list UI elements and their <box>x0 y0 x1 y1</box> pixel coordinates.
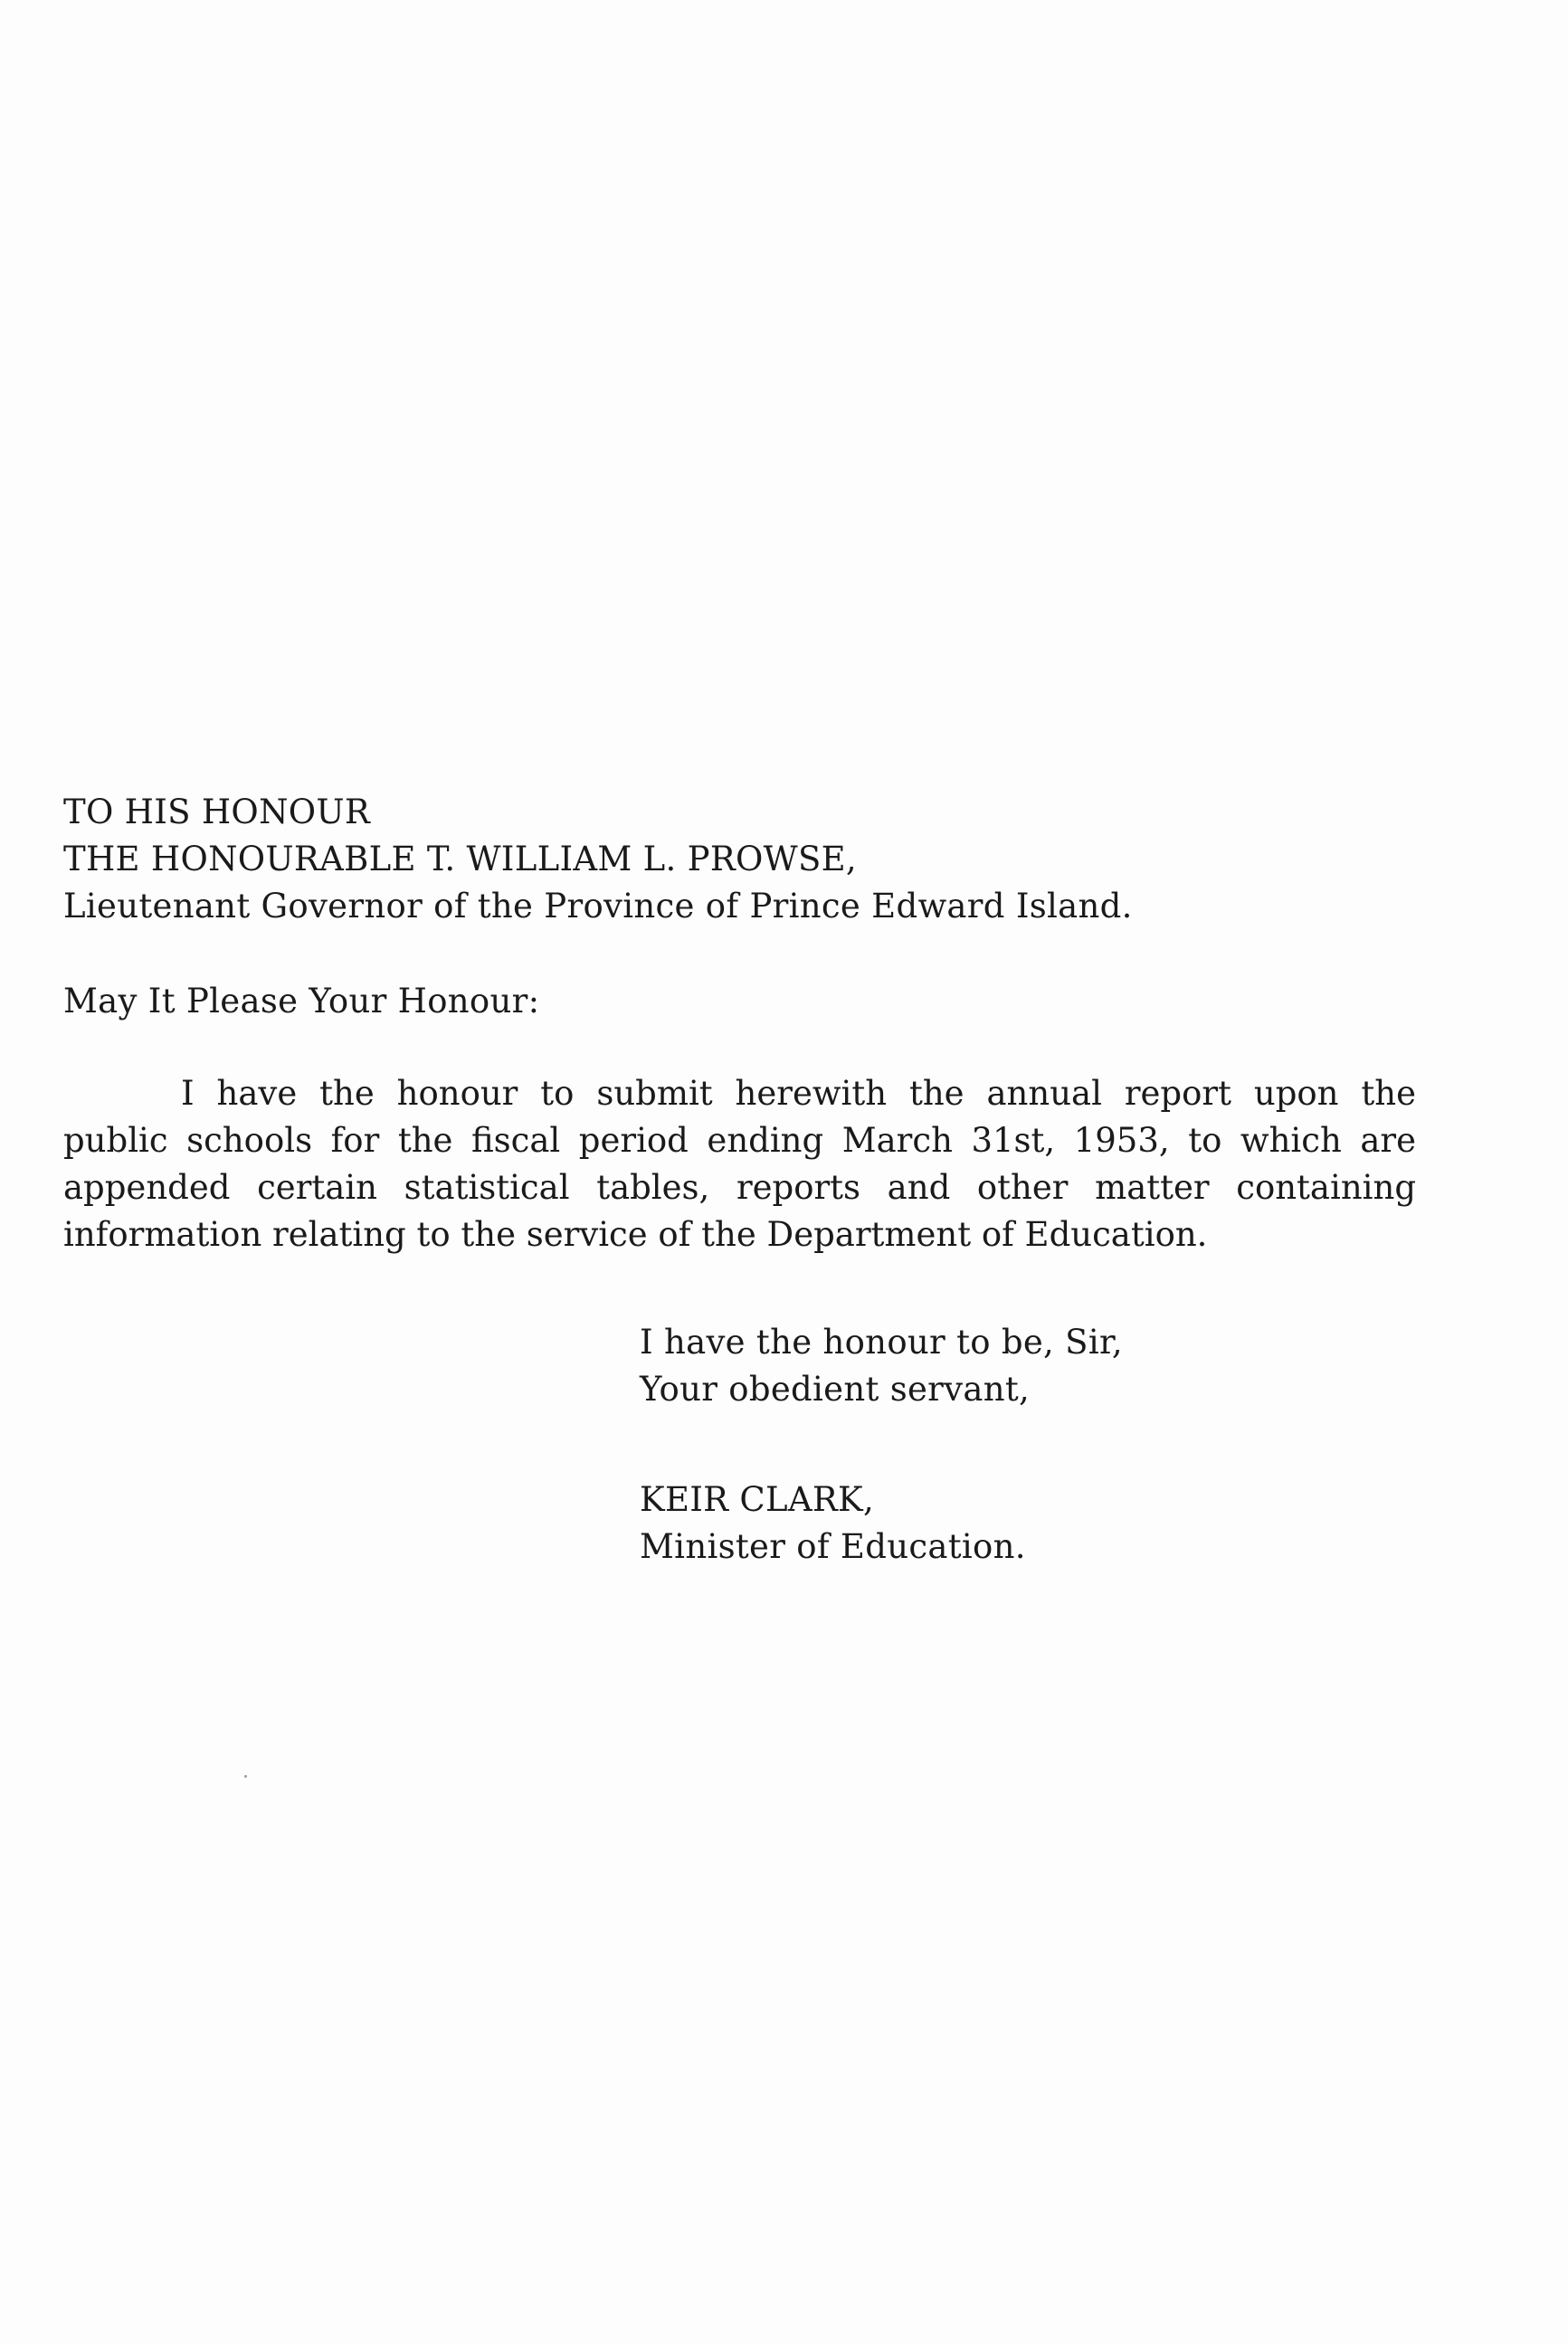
signatory-name: KEIR CLARK, <box>640 1480 875 1519</box>
body-paragraph <box>63 1070 1416 1258</box>
closing-block <box>640 1319 1123 1413</box>
addressee-block <box>63 789 1133 930</box>
signatory-title: Minister of Education. <box>640 1527 1026 1566</box>
addressee-line-1: TO HIS HONOUR <box>63 793 371 831</box>
closing-line-2: Your obedient servant, <box>640 1370 1031 1409</box>
addressee-line-3: Lieutenant Governor of the Province of Prince Edward Island. <box>63 887 1133 926</box>
closing-line-1: I have the honour to be, Sir, <box>640 1323 1123 1362</box>
scan-speck <box>244 1775 247 1778</box>
salutation: May It Please Your Honour: <box>63 982 540 1021</box>
body-line-2: public schools for the fiscal period ending March 31st, 1953, to which are <box>63 1121 1416 1160</box>
signature-block <box>640 1476 1026 1571</box>
addressee-line-2: THE HONOURABLE T. WILLIAM L. PROWSE, <box>63 840 857 878</box>
body-line-1: I have the honour to submit herewith the annual report upon the <box>181 1074 1416 1113</box>
body-line-4: information relating to the service of the Department of Education. <box>63 1215 1208 1254</box>
body-line-3: appended certain statistical tables, reports and other matter containing <box>63 1168 1416 1207</box>
